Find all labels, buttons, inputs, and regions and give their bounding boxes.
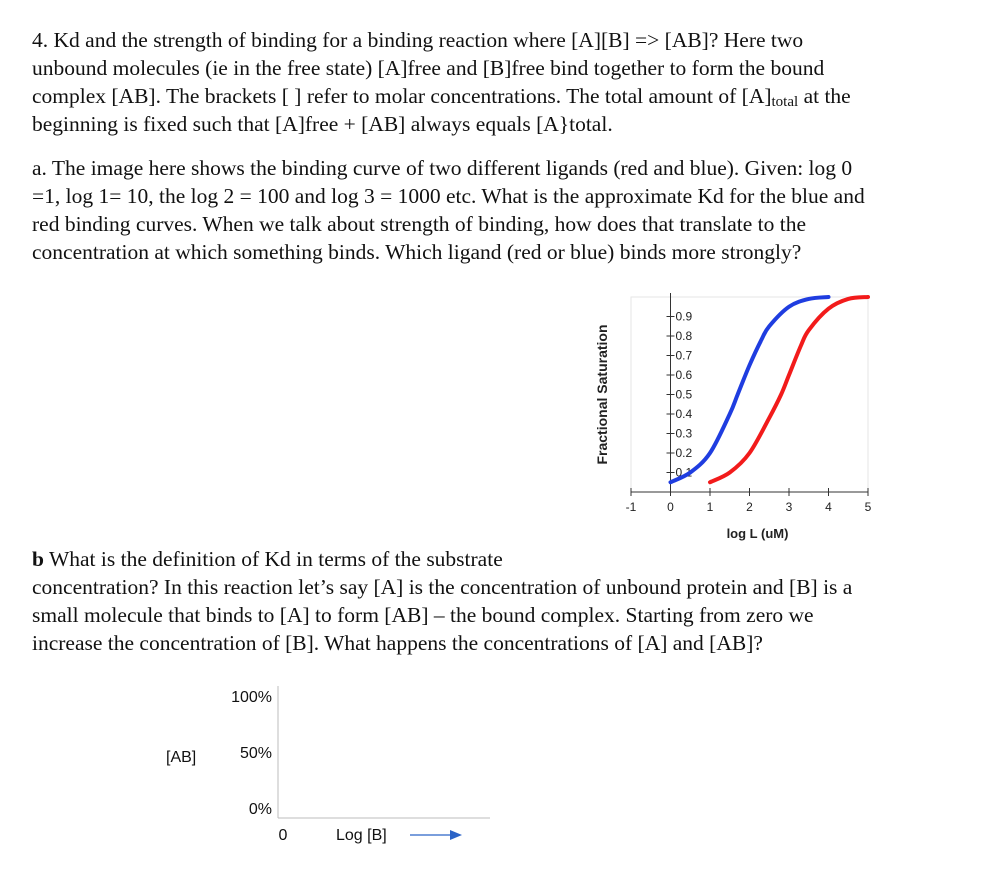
x-axis-label: log L (uM): [726, 526, 789, 541]
sketch-x-tick-label: 0: [278, 827, 288, 844]
y-tick-label: 0.3: [675, 426, 693, 441]
answer-sketch-axes: [160, 680, 490, 860]
sketch-y-tick-label: 0%: [248, 801, 272, 818]
y-tick-label: 0.2: [675, 446, 693, 460]
x-tick-label: 3: [785, 500, 793, 514]
y-tick-label: 0.8: [675, 329, 693, 343]
y-tick-label: 0.5: [675, 387, 693, 402]
arrow-head-icon: [450, 830, 462, 840]
x-tick-label: 1: [706, 500, 714, 514]
question-b: [32, 545, 967, 657]
y-axis-label: Fractional Saturation: [594, 324, 610, 465]
sketch-x-axis-label: Log [B]: [336, 827, 387, 844]
y-tick-label: 0.1: [675, 465, 693, 480]
y-tick-label: 0.9: [675, 309, 693, 324]
qa-line-3: red binding curves. When we talk about strength of binding, how does that translate to the: [32, 212, 807, 236]
x-tick-label: -1: [625, 500, 637, 514]
sketch-y-tick-label: 100%: [231, 689, 272, 706]
qb-line-2: concentration? In this reaction let’s say [A] is the concentration of unbound protein and [B] is a: [32, 575, 853, 599]
sketch-y-axis-label: [AB]: [166, 749, 197, 766]
qb-label: b: [32, 547, 44, 571]
x-tick-label: 0: [667, 500, 674, 514]
q4-line-1: 4. Kd and the strength of binding for a binding reaction where [A][B] => [AB]? Here two: [32, 28, 804, 52]
q4-line-2: unbound molecules (ie in the free state) [A]free and [B]free bind together to form the bound: [32, 56, 825, 80]
qa-line-4: concentration at which something binds. Which ligand (red or blue) binds more strongly?: [32, 240, 802, 264]
qb-line-1: What is the definition of Kd in terms of the substrate: [43, 547, 503, 571]
question-a: [32, 154, 967, 266]
q4-line-4: beginning is fixed such that [A]free + [AB] always equals [A}total.: [32, 112, 613, 136]
qb-line-3: small molecule that binds to [A] to form [AB] – the bound complex. Starting from zero we: [32, 603, 814, 627]
qb-line-4: increase the concentration of [B]. What happens the concentrations of [A] and [AB]?: [32, 631, 763, 655]
x-tick-label: 5: [864, 500, 872, 514]
y-tick-label: 0.7: [675, 348, 693, 363]
q4-line-3-end: at the: [798, 84, 851, 108]
qa-line-1: a. The image here shows the binding curve of two different ligands (red and blue). Given: log 0: [32, 156, 853, 180]
question-4: [32, 26, 967, 138]
y-tick-label: 0.6: [675, 368, 693, 382]
q4-total-subscript: total: [771, 94, 799, 110]
x-tick-label: 4: [825, 500, 832, 514]
q4-line-3: complex [AB]. The brackets [ ] refer to molar concentrations. The total amount of [A]: [32, 84, 772, 108]
qa-line-2: =1, log 1= 10, the log 2 = 100 and log 3 = 1000 etc. What is the approximate Kd for the blue and: [32, 184, 865, 208]
y-tick-label: 0.4: [675, 407, 693, 421]
sketch-y-tick-label: 50%: [239, 745, 272, 762]
x-tick-label: 2: [746, 500, 753, 514]
binding-curve-chart: [580, 285, 890, 545]
